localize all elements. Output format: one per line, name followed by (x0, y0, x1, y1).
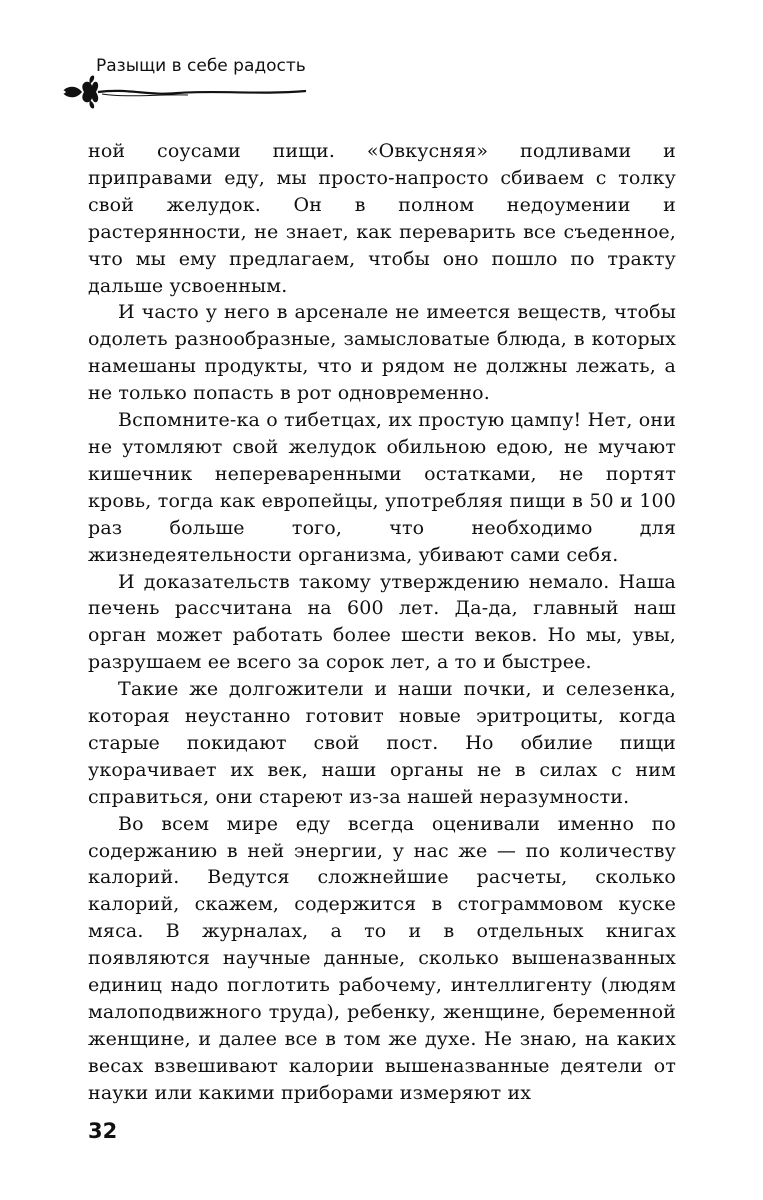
body-text (88, 138, 676, 1107)
floral-ornament-icon (58, 74, 308, 110)
paragraph: ной соусами пищи. «Овкусняя» подливами и приправами еду, мы просто-напросто сбиваем с толку свой желудок. Он в полном недоумении и растерянности, не знает, как переварить все съеденное, что мы ему предлагаем, чтобы оно пошло по тракту дальше усвоенным. (88, 140, 676, 297)
paragraph: Вспомните-ка о тибетцах, их простую цампу! Нет, они не утомляют свой желудок обильною едою, не мучают кишечник непереваренными остатками, не портят кровь, тогда как европейцы, употребляя пищи в 50 и 100 раз больше того, что необходимо для жизнедеятельности организма, убивают сами себя. (88, 409, 676, 566)
paragraph: Во всем мире еду всегда оценивали именно по содержанию в ней энергии, у нас же — по количеству калорий. Ведутся сложнейшие расчеты, сколько калорий, скажем, содержится в стограммовом куске мяса. В журналах, а то и в отдельных книгах появляются научные данные, сколько вышеназванных единиц надо поглотить рабочему, интеллигенту (людям малоподвижного труда), ребенку, женщине, беременной женщине, и далее все в том же духе. Не знаю, на каких весах взвешивают калории вышеназванные деятели от науки или какими приборами измеряют их (88, 812, 676, 1104)
paragraph: И часто у него в арсенале не имеется веществ, чтобы одолеть разнообразные, замысловатые блюда, в которых намешаны продукты, что и рядом не должны лежать, а не только попасть в рот одновременно. (88, 301, 676, 405)
paragraph: Такие же долгожители и наши почки, и селезенка, которая неустанно готовит новые эритроциты, когда старые покидают свой пост. Но обилие пищи укорачивает их век, наши органы не в силах с ним справиться, они стареют из-за нашей неразумности. (88, 678, 676, 808)
page-number: 32 (88, 1119, 118, 1143)
running-title: Разыщи в себе радость (96, 56, 306, 76)
running-header (58, 52, 318, 112)
paragraph: И доказательств такому утверждению немало. Наша печень рассчитана на 600 лет. Да-да, главный наш орган может работать более шести веков. Но мы, увы, разрушаем ее всего за сорок лет, а то и быстрее. (88, 570, 676, 674)
